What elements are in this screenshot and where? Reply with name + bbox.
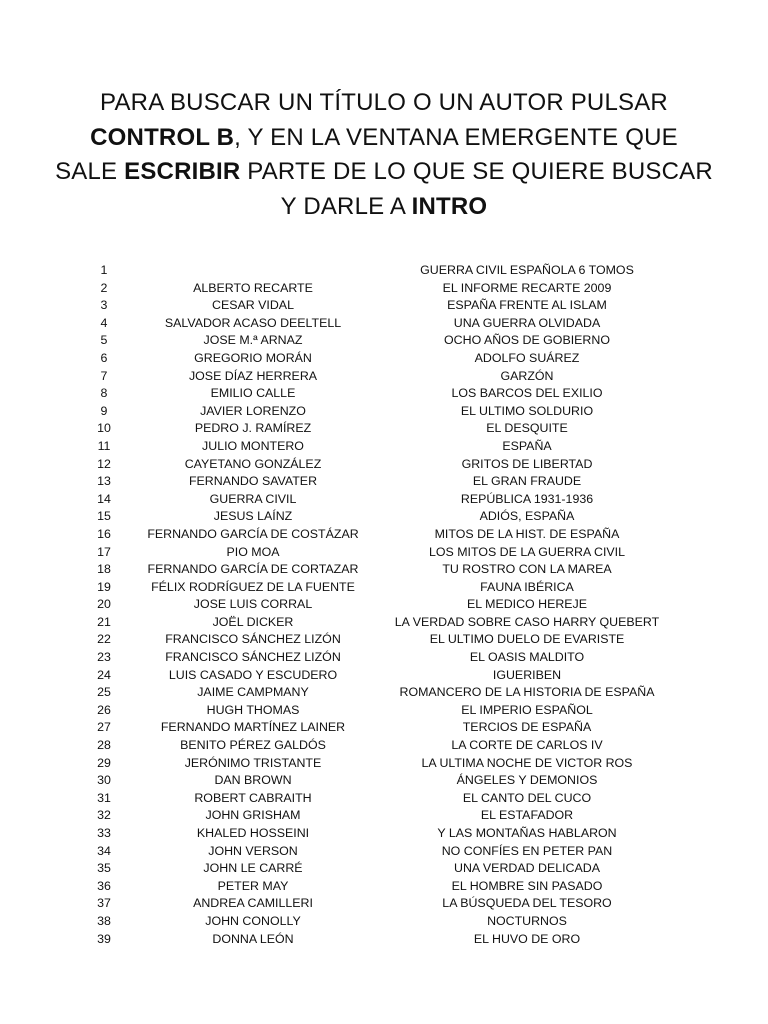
list-item [0, 614, 768, 632]
list-item [0, 297, 768, 315]
list-item [0, 368, 768, 386]
entry-number: 10 [97, 421, 111, 436]
entry-author: JESUS LAÍNZ [213, 509, 293, 524]
entry-title: EL OASIS MALDITO [469, 650, 585, 665]
entry-title: GARZÓN [500, 368, 554, 383]
list-item [0, 491, 768, 509]
entry-author: FÉLIX RODRÍGUEZ DE LA FUENTE [151, 579, 355, 594]
entry-author: DAN BROWN [214, 773, 292, 788]
entry-number: 14 [97, 491, 111, 506]
entry-title: EL IMPERIO ESPAÑOL [461, 702, 593, 717]
entry-number: 25 [97, 685, 111, 700]
list-item [0, 579, 768, 597]
entry-author: JOHN LE CARRÉ [203, 861, 303, 876]
list-item [0, 702, 768, 720]
list-item [0, 631, 768, 649]
entry-number: 35 [97, 861, 111, 876]
instructions-line-2 [40, 121, 728, 156]
list-item [0, 544, 768, 562]
entry-author: JOHN GRISHAM [205, 808, 301, 823]
entry-title: ADIÓS, ESPAÑA [479, 509, 575, 524]
list-item [0, 262, 768, 280]
entry-number: 36 [97, 878, 111, 893]
entry-title: EL GRAN FRAUDE [472, 474, 582, 489]
list-item [0, 878, 768, 896]
entry-title: ADOLFO SUÁREZ [474, 350, 580, 365]
entry-title: OCHO AÑOS DE GOBIERNO [444, 333, 610, 348]
entry-author: JERÓNIMO TRISTANTE [184, 755, 322, 770]
entry-number: 37 [97, 896, 111, 911]
instructions-line-3 [40, 155, 728, 190]
entry-title: NO CONFÍES EN PETER PAN [441, 843, 613, 858]
entry-title: LOS MITOS DE LA GUERRA CIVIL [428, 544, 626, 559]
entry-title: EL MEDICO HEREJE [466, 597, 588, 612]
entry-title: ROMANCERO DE LA HISTORIA DE ESPAÑA [399, 685, 655, 700]
entry-title: TERCIOS DE ESPAÑA [462, 720, 592, 735]
entry-author: GUERRA CIVIL [209, 491, 297, 506]
entry-title: EL ULTIMO DUELO DE EVARISTE [429, 632, 625, 647]
entry-number: 34 [97, 843, 111, 858]
entry-number: 33 [97, 826, 111, 840]
entry-author: HUGH THOMAS [206, 702, 300, 717]
entry-author: JAVIER LORENZO [200, 403, 306, 418]
search-instructions [40, 86, 728, 224]
entry-author: FERNANDO GARCÍA DE CORTAZAR [147, 562, 359, 577]
book-list [0, 262, 768, 948]
entry-number: 9 [100, 403, 108, 418]
entry-author: GREGORIO MORÁN [194, 350, 312, 365]
entry-number: 18 [97, 562, 111, 577]
list-item [0, 684, 768, 702]
list-item [0, 772, 768, 790]
entry-title: NOCTURNOS [487, 913, 567, 928]
entry-title: FAUNA IBÉRICA [480, 579, 574, 594]
list-item [0, 807, 768, 825]
entry-title: REPÚBLICA 1931-1936 [460, 491, 594, 506]
list-item [0, 403, 768, 421]
entry-number: 22 [97, 632, 111, 647]
entry-author: CESAR VIDAL [212, 298, 294, 313]
list-item [0, 438, 768, 456]
list-item [0, 526, 768, 544]
entry-author: JULIO MONTERO [202, 438, 304, 453]
list-item [0, 790, 768, 808]
list-item [0, 280, 768, 298]
list-item [0, 420, 768, 438]
entry-author: JOSE LUIS CORRAL [193, 597, 313, 612]
entry-number: 15 [97, 509, 111, 524]
entry-author: LUIS CASADO Y ESCUDERO [168, 667, 338, 682]
entry-title: LA BÚSQUEDA DEL TESORO [442, 896, 612, 911]
entry-number: 3 [100, 298, 108, 313]
list-item [0, 843, 768, 861]
entry-number: 5 [100, 333, 108, 348]
control-b-keyword: CONTROL B [90, 123, 235, 151]
entry-title: EL DESQUITE [486, 421, 568, 436]
entry-title: EL INFORME RECARTE 2009 [442, 280, 612, 295]
entry-author: EMILIO CALLE [210, 386, 296, 401]
entry-number: 13 [97, 474, 111, 489]
entry-title: EL ESTAFADOR [480, 808, 574, 823]
entry-number: 7 [100, 368, 108, 383]
entry-author: DONNA LEÓN [212, 931, 294, 946]
entry-number: 28 [97, 738, 111, 753]
instructions-text: PARA BUSCAR UN TÍTULO O UN AUTOR PULSAR [100, 89, 668, 116]
entry-title: ESPAÑA [502, 438, 552, 453]
instructions-text: SALE [55, 158, 125, 186]
intro-keyword: INTRO [411, 192, 488, 220]
entry-number: 24 [97, 667, 111, 682]
instructions-text: Y DARLE A [280, 192, 412, 220]
entry-author: FERNANDO SAVATER [188, 474, 318, 489]
entry-number: 16 [97, 526, 111, 541]
entry-number: 17 [97, 544, 111, 559]
entry-title: EL HOMBRE SIN PASADO [451, 878, 603, 893]
entry-author: BENITO PÉREZ GALDÓS [180, 738, 326, 753]
entry-number: 23 [97, 650, 111, 665]
entry-number: 2 [100, 280, 108, 295]
entry-number: 30 [97, 773, 111, 788]
entry-title: IGUERIBEN [492, 667, 562, 682]
entry-author: KHALED HOSSEINI [196, 826, 310, 840]
list-item [0, 508, 768, 526]
entry-title: TU ROSTRO CON LA MAREA [442, 562, 612, 577]
entry-number: 39 [97, 931, 111, 946]
list-item [0, 825, 768, 843]
entry-number: 26 [97, 702, 111, 717]
instructions-line-1 [40, 86, 728, 121]
entry-title: EL HUVO DE ORO [473, 931, 581, 946]
escribir-keyword: ESCRIBIR [124, 158, 241, 186]
list-item [0, 350, 768, 368]
entry-author: ROBERT CABRAITH [194, 790, 312, 805]
list-item [0, 755, 768, 773]
entry-title: UNA GUERRA OLVIDADA [453, 315, 601, 330]
entry-title: GRITOS DE LIBERTAD [461, 456, 593, 471]
entry-number: 31 [97, 790, 111, 805]
entry-title: EL ULTIMO SOLDURIO [460, 403, 594, 418]
entry-title: LA ULTIMA NOCHE DE VICTOR ROS [421, 755, 633, 770]
entry-author: JOSE M.ª ARNAZ [203, 333, 303, 348]
list-item [0, 860, 768, 878]
entry-number: 38 [97, 913, 111, 928]
list-item [0, 561, 768, 579]
entry-title: ESPAÑA FRENTE AL ISLAM [447, 298, 607, 313]
entry-author: CAYETANO GONZÁLEZ [184, 456, 322, 471]
entry-author: ALBERTO RECARTE [193, 280, 313, 295]
entry-number: 6 [100, 350, 108, 365]
list-item [0, 385, 768, 403]
instructions-text: PARTE DE LO QUE SE QUIERE BUSCAR [240, 158, 713, 186]
entry-author: JOHN CONOLLY [205, 913, 301, 928]
list-item [0, 913, 768, 931]
entry-author: JOHN VERSON [208, 843, 298, 858]
entry-author: PETER MAY [217, 878, 289, 893]
entry-title: ÁNGELES Y DEMONIOS [456, 773, 598, 788]
list-item [0, 456, 768, 474]
entry-title: LA VERDAD SOBRE CASO HARRY QUEBERT [394, 614, 660, 629]
entry-title: EL CANTO DEL CUCO [462, 790, 592, 805]
entry-number: 12 [97, 456, 111, 471]
entry-number: 11 [97, 438, 111, 453]
entry-title: MITOS DE LA HIST. DE ESPAÑA [434, 526, 620, 541]
list-item [0, 315, 768, 333]
list-item [0, 649, 768, 667]
entry-number: 19 [97, 579, 111, 594]
list-item [0, 667, 768, 685]
entry-author: ANDREA CAMILLERI [193, 896, 313, 911]
entry-author: PEDRO J. RAMÍREZ [194, 421, 312, 436]
list-item [0, 895, 768, 913]
entry-author: PIO MOA [226, 544, 280, 559]
entry-author: FRANCISCO SÁNCHEZ LIZÓN [165, 650, 341, 665]
entry-author: JOSE DÍAZ HERRERA [188, 368, 318, 383]
entry-number: 20 [97, 597, 111, 612]
entry-author: FRANCISCO SÁNCHEZ LIZÓN [165, 632, 341, 647]
list-item [0, 473, 768, 491]
list-item [0, 719, 768, 737]
entry-number: 1 [100, 263, 108, 277]
entry-number: 21 [97, 614, 111, 629]
entry-title: LOS BARCOS DEL EXILIO [451, 386, 603, 401]
entry-author: FERNANDO MARTÍNEZ LAINER [160, 720, 346, 735]
entry-title: GUERRA CIVIL ESPAÑOLA 6 TOMOS [420, 263, 634, 277]
list-item [0, 332, 768, 350]
entry-number: 27 [97, 720, 111, 735]
list-item [0, 931, 768, 949]
entry-number: 8 [100, 386, 108, 401]
entry-author: JOËL DICKER [212, 614, 294, 629]
instructions-line-4 [40, 190, 728, 225]
list-item [0, 596, 768, 614]
entry-author: SALVADOR ACASO DEELTELL [164, 315, 342, 330]
list-item [0, 737, 768, 755]
entry-number: 32 [97, 808, 111, 823]
instructions-text: , Y EN LA VENTANA EMERGENTE QUE [234, 123, 678, 151]
entry-number: 4 [100, 315, 108, 330]
entry-title: UNA VERDAD DELICADA [454, 861, 600, 876]
entry-title: LA CORTE DE CARLOS IV [451, 738, 603, 753]
entry-number: 29 [97, 755, 111, 770]
entry-title: Y LAS MONTAÑAS HABLARON [437, 826, 617, 840]
entry-author: JAIME CAMPMANY [197, 685, 309, 700]
entry-author: FERNANDO GARCÍA DE COSTÁZAR [147, 526, 359, 541]
